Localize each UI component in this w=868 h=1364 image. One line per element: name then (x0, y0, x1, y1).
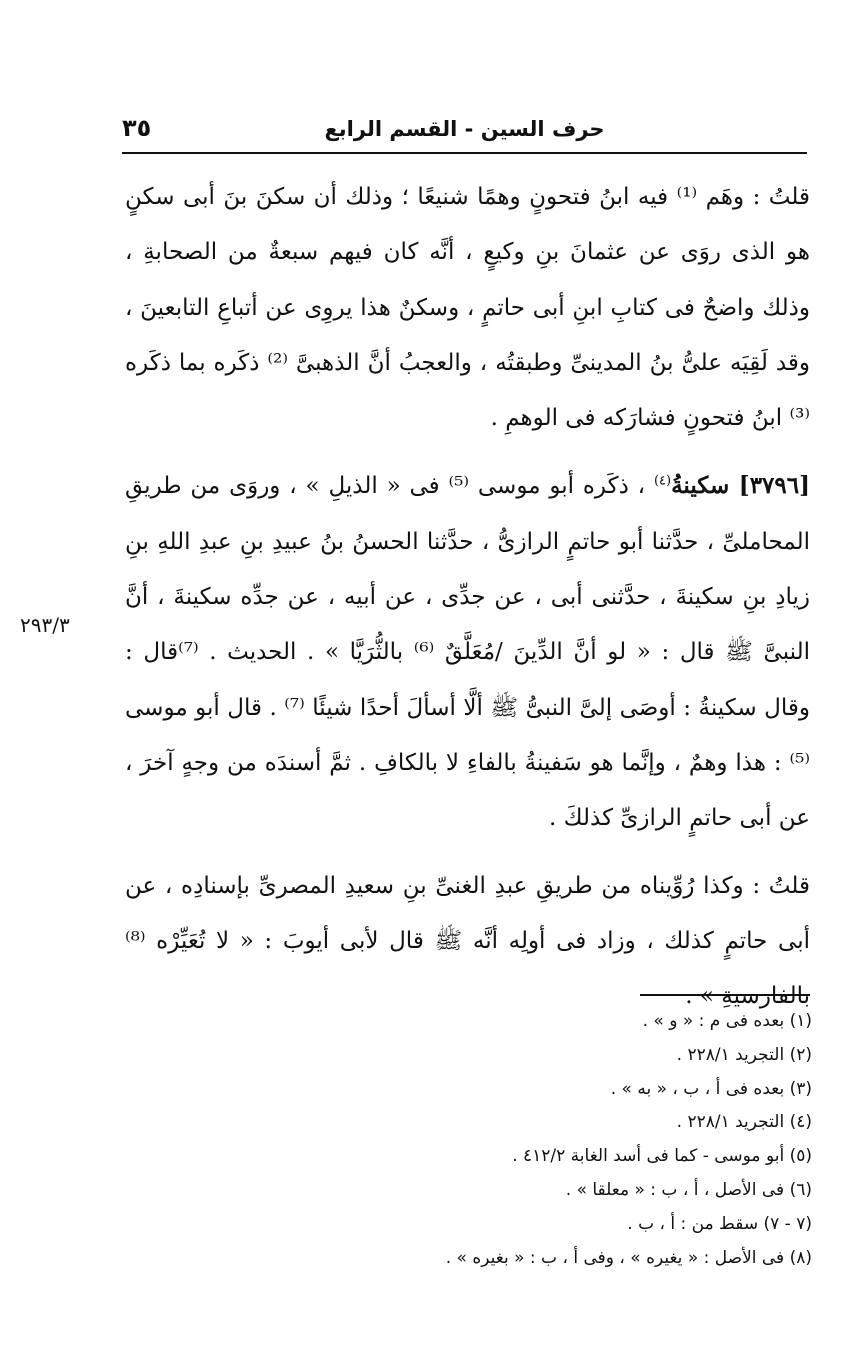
entry-footnote-ref: (٤) (653, 473, 672, 489)
footnote: (٤) التجريد ٢٢٨/١ . (676, 1112, 812, 1133)
footnote-rule (640, 994, 810, 996)
paragraph-2-text: ، ذكَره أبو موسى ⁽⁵⁾ فى « الذيلِ » ، وروَى من طريقِ المحاملىِّ ، حدَّثنا أبو حاتمٍ الرازىُّ ، حدَّثنا الحسنُ بنُ عبيدِ بنِ عبدِ اللهِ بنِ زيادِ بنِ سكينةَ ، حدَّثنى أبى ، عن جدِّى ، عن أبيه ، عن جدِّه سكينةَ ، أنَّ النبىَّ ﷺ قال : « لو أنَّ الدِّينَ /مُعَلَّقٌ ⁽⁶⁾ بالثُّرَيَّا » . الحديث . ⁽⁷⁾قال : وقال سكينةُ : أوصَى إلىَّ النبىُّ ﷺ ألَّا أسألَ أحدًا شيئًا ⁽⁷⁾ . قال أبو موسى ⁽⁵⁾ : هذا وهمٌ ، وإنَّما هو سَفينةُ بالفاءِ لا بالكافِ . ثمَّ أسندَه من وجهٍ آخرَ ، عن أبى حاتمٍ الرازىِّ كذلكَ . (125, 473, 810, 832)
footnotes (300, 1005, 812, 1275)
footnote: (٧ - ٧) سقط من : أ ، ب . (627, 1213, 812, 1234)
margin-volume-reference: ٢٩٣/٣ (20, 613, 70, 637)
footnote: (٥) أبو موسى - كما فى أسد الغابة ٤١٢/٢ . (512, 1146, 812, 1167)
running-header (122, 114, 807, 144)
paragraph-3: قلتُ : وكذا رُوِّيناه من طريقِ عبدِ الغنىِّ بنِ سعيدِ المصرىِّ بإسنادِه ، عن أبى حاتمٍ كذلك ، وزاد فى أولِه أنَّه ﷺ قال لأبى أيوبَ : « لا تُعَيِّرْه ⁽⁸⁾ بالفارسيةِ » . (125, 872, 810, 1010)
header-title: حرف السين - القسم الرابع (324, 117, 605, 141)
entry-heading: [٣٧٩٦] سكينةُ (671, 472, 810, 500)
main-text (125, 170, 810, 1024)
footnote: (٦) فى الأصل ، أ ، ب : « معلقا » . (565, 1179, 812, 1200)
page-number: ٣٥ (122, 114, 152, 142)
footnote: (٣) بعده فى أ ، ب ، « به » . (610, 1078, 812, 1099)
footnote: (٢) التجريد ٢٢٨/١ . (676, 1044, 812, 1065)
header-rule (122, 152, 807, 154)
paragraph-2 (125, 458, 810, 846)
paragraph-1: قلتُ : وهَم ⁽¹⁾ فيه ابنُ فتحونٍ وهمًا شنيعًا ؛ وذلك أن سكنَ بنَ أبى سكنٍ هو الذى روَى عن عثمانَ بنِ وكيعٍ ، أنَّه كان فيهم سبعةٌ من الصحابةِ ، وذلك واضحٌ فى كتابِ ابنِ أبى حاتمٍ ، وسكنٌ هذا يروِى عن أتباعِ التابعينَ ، وقد لَقِيَه علىُّ بنُ المدينىِّ وطبقتُه ، والعجبُ أنَّ الذهبىَّ ⁽²⁾ ذكَره بما ذكَره ⁽³⁾ ابنُ فتحونٍ فشارَكه فى الوهمِ . (125, 184, 810, 432)
footnote: (٨) فى الأصل : « يغيره » ، وفى أ ، ب : « بغيره » . (445, 1247, 812, 1268)
footnote: (١) بعده فى م : « و » . (642, 1011, 812, 1031)
